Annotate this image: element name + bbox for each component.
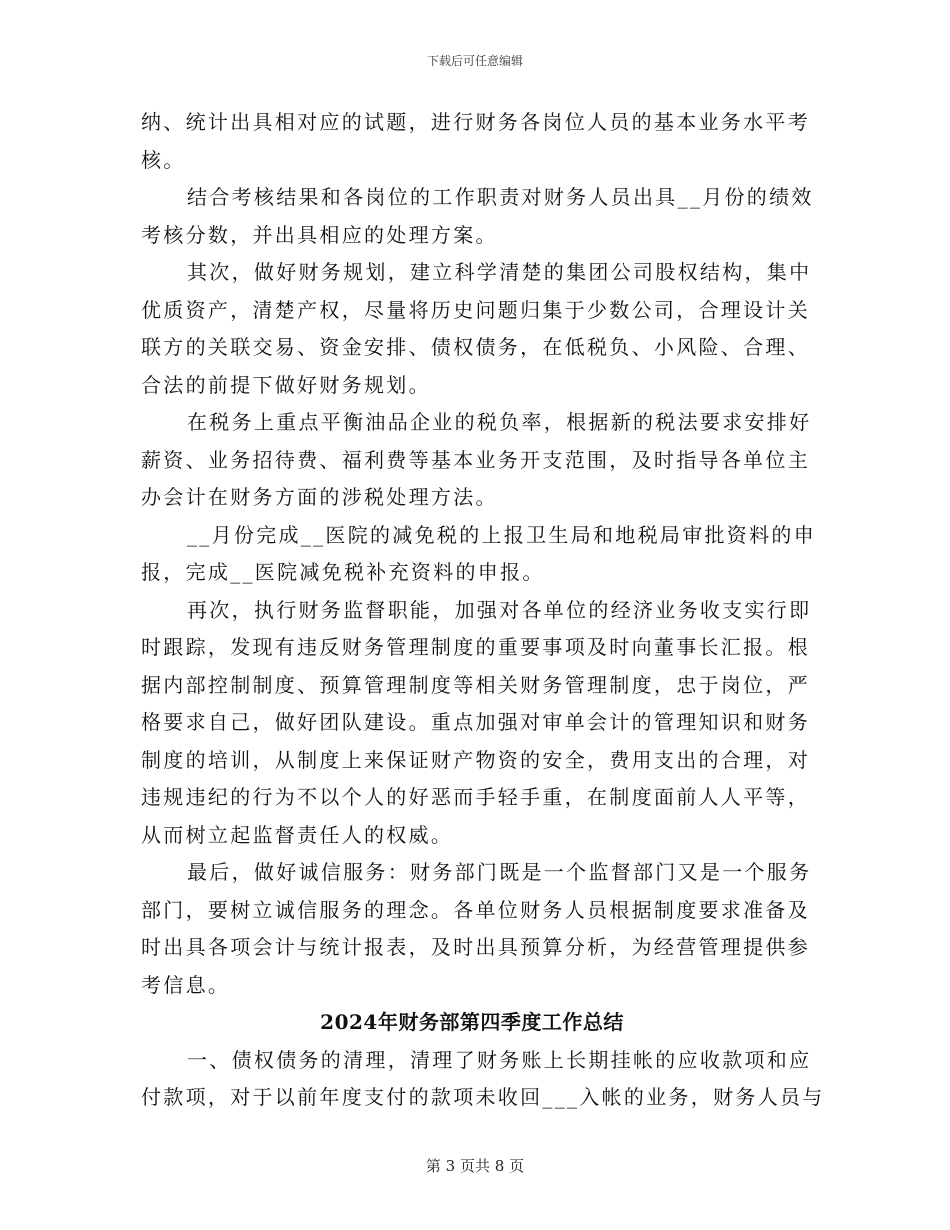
text-line: 违规违纪的行为不以个人的好恶而手轻手重，在制度面前人人平等， <box>141 785 810 809</box>
text-line: 从而树立起监督责任人的权威。 <box>141 822 454 847</box>
text-line: 据内部控制制度、预算管理制度等相关财务管理制度，忠于岗位，严 <box>141 672 810 697</box>
paragraph-start: 最后，做好诚信服务：财务部门既是一个监督部门又是一个服务 <box>187 860 812 884</box>
page-header: 下载后可任意编辑 <box>426 54 523 68</box>
paragraph-start: 结合考核结果和各岗位的工作职责对财务人员出具__月份的绩效 <box>187 185 814 209</box>
paragraph-start: 再次，执行财务监督职能，加强对各单位的经济业务收支实行即 <box>187 597 812 622</box>
text-line: 报，完成__医院减免税补充资料的申报。 <box>141 560 545 584</box>
paragraph-start: 在税务上重点平衡油品企业的税负率，根据新的税法要求安排好 <box>187 410 812 434</box>
section-title: 2024年财务部第四季度工作总结 <box>320 1010 624 1034</box>
text-line: 优质资产，清楚产权，尽量将历史问题归集于少数公司，合理设计关 <box>141 297 810 322</box>
text-line: 时跟踪，发现有违反财务管理制度的重要事项及时向董事长汇报。根 <box>141 635 810 659</box>
text-line: 考信息。 <box>141 972 231 997</box>
text-line: 合法的前提下做好财务规划。 <box>141 372 431 397</box>
text-line: 纳、统计出具相对应的试题，进行财务各岗位人员的基本业务水平考 <box>141 110 810 134</box>
paragraph-start: 一、债权债务的清理，清理了财务账上长期挂帐的应收款项和应 <box>187 1047 812 1072</box>
text-line: 联方的关联交易、资金安排、债权债务，在低税负、小风险、合理、 <box>141 335 810 359</box>
text-line: 核。 <box>141 147 186 172</box>
text-line: 格要求自己，做好团队建设。重点加强对审单会计的管理知识和财务 <box>141 710 810 734</box>
text-line: 部门，要树立诚信服务的理念。各单位财务人员根据制度要求准备及 <box>141 897 810 922</box>
text-line: 办会计在财务方面的涉税处理方法。 <box>141 485 498 509</box>
text-line: 时出具各项会计与统计报表，及时出具预算分析，为经营管理提供参 <box>141 935 810 959</box>
paragraph-start: 其次，做好财务规划，建立科学清楚的集团公司股权结构，集中 <box>187 260 812 284</box>
text-line: 付款项，对于以前年度支付的款项未收回___入帐的业务，财务人员与 <box>141 1085 825 1109</box>
page-number: 第 3 页共 8 页 <box>425 1157 525 1175</box>
document-body <box>141 104 825 1117</box>
text-line: 考核分数，并出具相应的处理方案。 <box>141 222 498 247</box>
text-line: 薪资、业务招待费、福利费等基本业务开支范围，及时指导各单位主 <box>141 447 810 472</box>
paragraph-start: __月份完成__医院的减免税的上报卫生局和地税局审批资料的申 <box>187 522 816 547</box>
text-line: 制度的培训，从制度上来保证财产物资的安全，费用支出的合理，对 <box>141 747 810 772</box>
